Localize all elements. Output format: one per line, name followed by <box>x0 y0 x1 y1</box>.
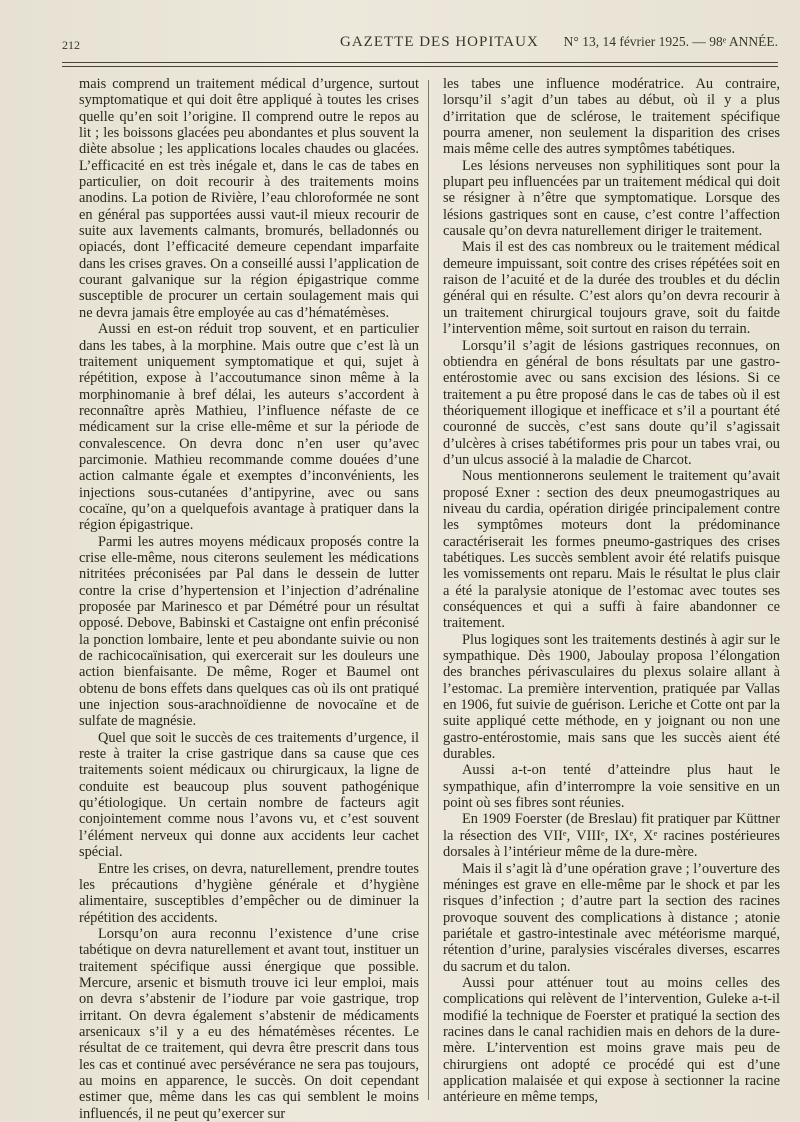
header-rule <box>62 62 778 63</box>
issue-info: N° 13, 14 février 1925. — 98ᵉ ANNÉE. <box>563 34 778 49</box>
paragraph: mais comprend un traitement médical d’urgence, surtout symptomatique et qui doit être appliqué à toutes les crises quelle qu’en soit l’origine. Il comprend outre le repos au lit ; les boissons glacées peu abondantes et plus souvent la diète absolue ; les applications locales chaudes ou glacées. L’efficacité en est très inégale et, dans le cas de tabes en particulier, on doit recourir à des traitements moins anodins. La potion de Rivière, l’eau chloroformée ne sont en général pas supportées aussi vaut-il mieux recourir de suite aux lavements calmants, bromurés, belladonnés ou opiacés, dont l’efficacité demeure cependant imparfaite dans les crises graves. On a conseillé aussi l’application de courant galvanique sur la région épigastrique comme susceptible de procurer un certain soulagement mais qui ne devra jamais être employée au cas d’hématémèses. <box>79 76 419 321</box>
header-rule-thin <box>62 66 778 67</box>
journal-title: GAZETTE DES HOPITAUX <box>340 34 539 50</box>
paragraph: Mais il s’agit là d’une opération grave ; l’ouverture des méninges est grave en elle-même par le shock et par les risques d’infection ; d’autre part la section des racines provoque souvent des complications à distance ; atonie pariétale et gastro-intestinale avec météorisme marqué, rétention d’urine, paralysies viscérales diverses, escarres du sacrum et du talon. <box>443 860 780 975</box>
paragraph: Plus logiques sont les traitements destinés à agir sur le sympathique. Dès 1900, Jaboulay proposa l’élongation des branches périvasculaires du plexus solaire allant à l’estomac. La première intervention, pratiquée par Vallas en 1906, fut suivie de guérison. Leriche et Cotte ont par la suite appliqué cette méthode, en y joignant ou non une gastro-entérostomie, mais sans que les succès aient été durables. <box>443 631 780 763</box>
paragraph: Aussi a-t-on tenté d’atteindre plus haut le sympathique, afin d’interrompre la voie sensitive en un point où ses fibres sont réunies. <box>443 762 780 812</box>
paragraph: Lorsqu’on aura reconnu l’existence d’une crise tabétique on devra naturellement et avant tout, instituer un traitement spécifique aussi énergique que possible. Mercure, arsenic et bismuth trouve ici leur emploi, mais on devra s’abstenir de l’iodure par voie gastrique, trop irritant. On devra également s’abstenir de médicaments arsenicaux s’il y a eu des hématémèses récentes. Le résultat de ce traitement, qui devra être prescrit dans tous les cas et continué avec persévérance ne sera pas toujours, au moins en apparence, le succès. On doit cependant estimer que, même dans les cas qui semblent le moins influencés, il ne peut qu’exercer sur <box>79 925 419 1122</box>
paragraph: Parmi les autres moyens médicaux proposés contre la crise elle-même, nous citerons seulement les médications nitritées préconisées par Pal dans le dessein de lutter contre la crise d’hypertension et l’injection d’adrénaline proposée par Marinesco et par Démétré pour un résultat opposé. Debove, Babinski et Castaigne ont enfin préconisé la ponction lombaire, lente et peu abondante suivie ou non de rachicocaïnisation, qui exercerait sur les douleurs une action bienfaisante. De même, Roger et Baumel ont obtenu de bons effets dans quelques cas où ils ont pratiqué une injection sous-arachnoïdienne de novocaïne et de sulfate de magnésie. <box>79 533 419 730</box>
right-column <box>443 76 780 1106</box>
paragraph: Aussi pour atténuer tout au moins celles des complications qui relèvent de l’intervention, Guleke a-t-il modifié la technique de Foerster et pratiqué la section des racines dans le canal rachidien mais en dehors de la dure-mère. L’intervention est moins grave mais peu de chirurgiens ont adopté ce procédé qui est d’une application malaisée et qui expose à sectionner la racine antérieure en même temps, <box>443 974 780 1106</box>
paragraph: Mais il est des cas nombreux ou le traitement médical demeure impuissant, soit contre des crises répétées soit en raison de l’acuité et de la durée des troubles et du déclin général qui en résulte. C’est alors qu’on devra recourir à un traitement chirurgical toujours grave, soit du faitde l’intervention même, soit surtout en raison du terrain. <box>443 239 780 338</box>
paragraph: Les lésions nerveuses non syphilitiques sont pour la plupart peu influencées par un traitement médical qui doit se résigner à n’être que symptomatique. Lorsque des lésions gastriques sont en cause, c’est contre l’affection causale qu’on devra naturellement diriger le traitement. <box>443 157 780 240</box>
paragraph: Quel que soit le succès de ces traitements d’urgence, il reste à traiter la crise gastrique dans sa cause que ces traitements soient médicaux ou chirurgicaux, la ligne de conduite est beaucoup plus souvent pathogénique qu’étiologique. Un certain nombre de facteurs agit conjointement comme nous l’avons vu, et c’est souvent l’élément nerveux qui donne aux accidents leur cachet spécial. <box>79 729 419 861</box>
paragraph: Aussi en est-on réduit trop souvent, et en particulier dans les tabes, à la morphine. Mais outre que c’est là un traitement uniquement symptomatique et qui, sujet à répétition, expose à l’accoutumance sinon même à la morphinomanie à bref délai, les auteurs s’accordent à reconnaître après Mathieu, l’influence néfaste de ce médicament sur la crise elle-même et sur la période de convalescence. On devra donc n’en user qu’avec parcimonie. Mathieu recommande comme douées d’une action calmante égale et exemptes d’inconvénients, les injections sous-cutanées d’antipyrine, avec ou sans cocaïne, qu’on a quelquefois avantage à pratiquer dans la région épigastrique. <box>79 321 419 534</box>
paragraph: Entre les crises, on devra, naturellement, prendre toutes les précautions d’hygiène générale et d’hygiène alimentaire, susceptibles d’empêcher ou de diminuer la répétition des accidents. <box>79 860 419 926</box>
page-number: 212 <box>62 38 80 52</box>
paragraph: Lorsqu’il s’agit de lésions gastriques reconnues, on obtiendra en général de bons résultats par une gastro-entérostomie avec ou sans excision des lésions. Si ce traitement a pu être proposé dans le cas de tabes où il est théoriquement illogique et inefficace et s’il a pourtant été couronné de succès, c’est sans doute qu’il s’agissait d’ulcères à crises tabétiformes pris pour un tabes vrai, ou d’un ulcus associé à la maladie de Charcot. <box>443 337 780 468</box>
paragraph: les tabes une influence modératrice. Au contraire, lorsqu’il s’agit d’un tabes au début, où il y a plus d’irritation que de sclérose, le traitement spécifique pourra amener, non seulement la disparition des crises mais même celle des autres symptômes tabétiques. <box>443 76 780 158</box>
paragraph: Nous mentionnerons seulement le traitement qu’avait proposé Exner : section des deux pneumogastriques au niveau du cardia, opération dirigée principalement contre les symptômes moteurs dont la prédominance caractériserait les formes pneumo-gastriques des crises tabétiques. Les succès semblent avoir été relatifs puisque les vomissements ont reparu. Mais le résultat le plus clair a été la paralysie atonique de l’estomac avec toutes ses conséquences et qui a suffi à faire abandonner ce traitement. <box>443 468 780 632</box>
running-header <box>62 30 778 56</box>
paragraph: En 1909 Foerster (de Breslau) fit pratiquer par Küttner la résection des VIIᵉ, VIIIᵉ, IXᵉ, Xᵉ racines postérieures dorsales à l’intérieur même de la dure-mère. <box>443 811 780 861</box>
column-divider <box>428 80 429 1100</box>
left-column <box>79 76 419 1122</box>
